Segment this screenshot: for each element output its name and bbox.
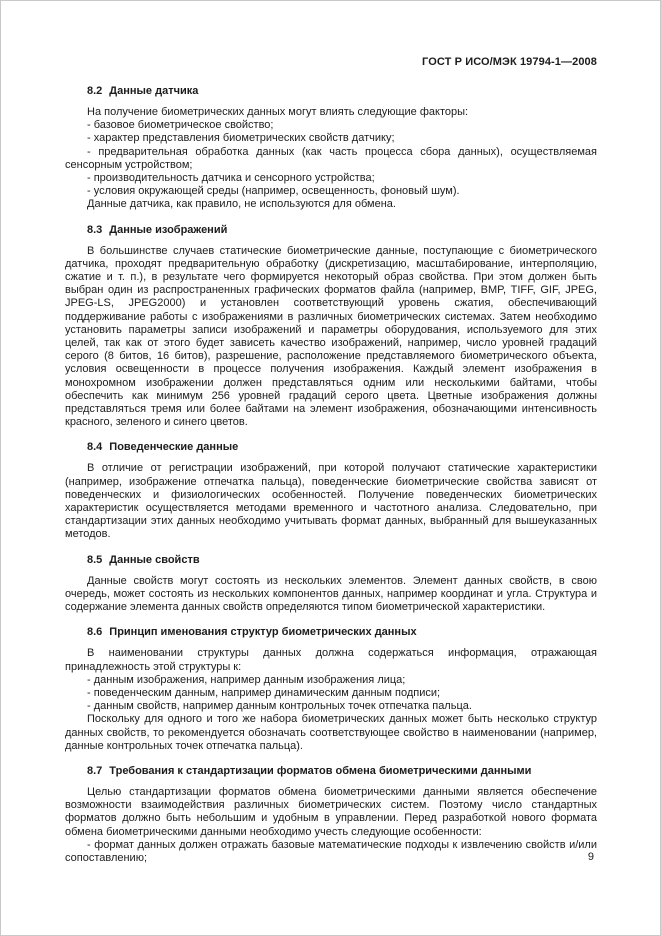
section-title: Данные изображений	[109, 223, 228, 236]
page-number: 9	[587, 851, 594, 863]
paragraph: Данные свойств могут состоять из нескольких элементов. Элемент данных свойств, в свою очередь, может состоять из нескольких компонентов данных, например координат и угла. Структура и содержание элемента данных свойств определяются типом биометрической характеристики.	[65, 574, 597, 614]
section-title: Данные свойств	[109, 553, 200, 566]
section-heading	[65, 85, 597, 98]
paragraph: Данные датчика, как правило, не используются для обмена.	[87, 198, 396, 211]
paragraph: Поскольку для одного и того же набора биометрических данных может быть несколько структур данных свойств, то рекомендуется обозначать соответствующее свойство в наименовании (например, данные контрольных точек отпечатка пальца).	[65, 713, 597, 752]
paragraph: - характер представления биометрических свойств датчику;	[87, 132, 395, 145]
paragraph: На получение биометрических данных могут влиять следующие факторы:	[87, 106, 469, 118]
section-number: 8.4	[87, 441, 103, 454]
paragraph: В большинстве случаев статические биометрические данные, поступающие с биометрического датчика, проходят предварительную обработку (дискретизацию, масштабирование, интерполяцию, сжатие и т. п.), в результате чего формируется некоторый образ свойства. При этом должен быть выбран один из распространенных графических форматов файла (например, BMP, TIFF, GIF, JPEG, JPEG-LS, JPEG2000) и установлен соответствующий уровень сжатия, обеспечивающий поддерживание работы с изображениями в различных биометрических системах. Затем необходимо установить параметры записи изображений и параметры оборудования, используемого для этих целей, так как от этого будет зависеть качество изображений, например, число уровней градаций серого (8 битов, 16 битов), разрешение, расположение представляемого биометрического объекта, условия освещенности в процессе получения изображения. Каждый элемент изображения в монохромном изображении должен представляться одним или несколькими байтами, чтобы обеспечить как минимум 256 уровней градаций серого цвета. Цветные изображения должны представляться тремя или более байтами на элемент изображения, обозначающими интенсивность красного, зеленого и синего цветов.	[65, 244, 597, 429]
section-heading	[65, 554, 597, 567]
paragraph: - поведенческим данным, например динамическим данным подписи;	[87, 686, 441, 699]
paragraph: - предварительная обработка данных (как часть процесса сбора данных), осуществляемая сенсорным устройством;	[65, 145, 597, 171]
section-heading	[65, 626, 597, 639]
paragraph: - формат данных должен отражать базовые математические подходы к извлечению свойств и/или сопоставлению;	[65, 838, 597, 864]
section-number: 8.3	[87, 223, 103, 236]
section-title: Принцип именования структур биометрических данных	[109, 626, 417, 639]
paragraph: В наименовании структуры данных должна содержаться информация, отражающая принадлежность этой структуры к:	[65, 647, 597, 673]
section-title: Требования к стандартизации форматов обмена биометрическими данными	[109, 764, 532, 777]
paragraph: - данным свойств, например данным контрольных точек отпечатка пальца.	[87, 700, 472, 713]
section-number: 8.5	[87, 553, 103, 566]
section-number: 8.6	[87, 626, 103, 639]
section-title: Данные датчика	[109, 85, 199, 97]
section-number: 8.2	[87, 85, 103, 97]
section-title: Поведенческие данные	[109, 441, 239, 454]
paragraph: Целью стандартизации форматов обмена биометрическими данными является обеспечение возможности взаимодействия различных биометрических систем. Поэтому число стандартных форматов должно быть небольшим и удобным в управлении. Перед разработкой нового формата обмена биометрическими данными необходимо учесть следующие особенности:	[65, 785, 597, 838]
paragraph: В отличие от регистрации изображений, при которой получают статические характеристики (например, изображение отпечатка пальца), поведенческие биометрические свойства зависят от поведенческих и физиологических особенностей. Получение поведенческих биометрических характеристик осуществляется методами временного и частотного анализа. Следовательно, при стандартизации этих данных необходимо учитывать формат данных, выбранный для вышеуказанных методов.	[65, 462, 597, 541]
section-number: 8.7	[87, 764, 103, 777]
paragraph: - условия окружающей среды (например, освещенность, фоновый шум).	[87, 185, 460, 198]
paragraph: - производительность датчика и сенсорного устройства;	[87, 172, 375, 185]
section-heading	[65, 441, 597, 454]
paragraph: - данным изображения, например данным изображения лица;	[87, 673, 406, 686]
document-header: ГОСТ Р ИСО/МЭК 19794-1—2008	[422, 56, 597, 68]
paragraph: - базовое биометрическое свойство;	[87, 119, 274, 132]
document-content	[65, 85, 597, 865]
section-heading	[65, 765, 597, 778]
section-heading	[65, 224, 597, 237]
